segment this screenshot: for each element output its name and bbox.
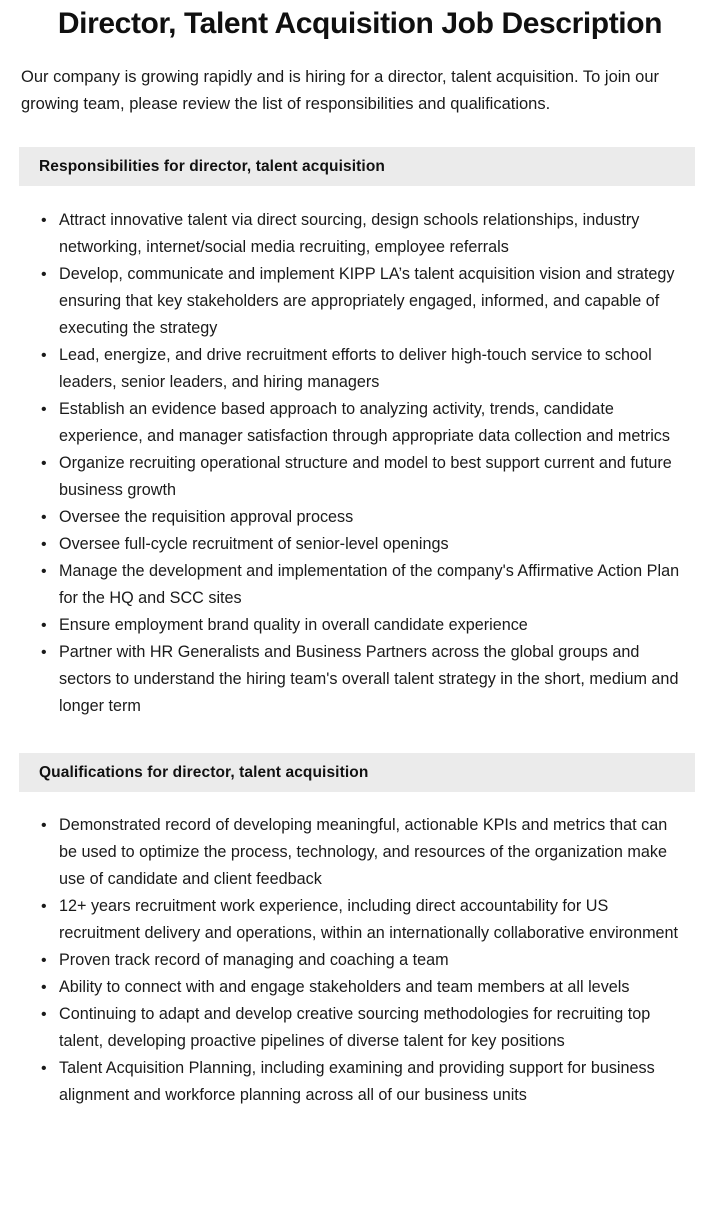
list-item (0, 1001, 720, 1055)
list-item-text: Lead, energize, and drive recruitment efforts to deliver high-touch service to school leaders, senior leaders, and hiring managers (59, 346, 652, 391)
list-item (0, 893, 720, 947)
list-item (0, 342, 720, 396)
list-item-text: Organize recruiting operational structure and model to best support current and future business growth (59, 454, 672, 499)
list-item (0, 558, 720, 612)
bullet-icon: • (41, 563, 47, 580)
list-item-text: Ability to connect with and engage stakeholders and team members at all levels (59, 978, 630, 996)
bullet-icon: • (41, 898, 47, 915)
list-item-text: Demonstrated record of developing meaningful, actionable KPIs and metrics that can be used to optimize the process, technology, and resources of the organization make use of candidate and client feedback (59, 816, 668, 888)
bullet-icon: • (41, 952, 47, 969)
bottom-spacer (0, 1109, 720, 1133)
list-item (0, 450, 720, 504)
spacer-between-sections (0, 720, 720, 753)
list-item (0, 639, 720, 720)
list-item (0, 812, 720, 893)
qualifications-list (0, 792, 720, 1109)
bullet-icon: • (41, 266, 47, 283)
list-item-text: Proven track record of managing and coaching a team (59, 951, 449, 969)
section-header-qualifications: Qualifications for director, talent acquisition (19, 753, 695, 792)
list-item (0, 947, 720, 974)
bullet-icon: • (41, 1006, 47, 1023)
list-item-text: Manage the development and implementation of the company's Affirmative Action Plan for the HQ and SCC sites (59, 562, 680, 607)
intro-paragraph: Our company is growing rapidly and is hiring for a director, talent acquisition. To join our growing team, please review the list of responsibilities and qualifications. (21, 68, 660, 113)
list-item-text: Establish an evidence based approach to analyzing activity, trends, candidate experience, and manager satisfaction through appropriate data collection and metrics (59, 400, 670, 445)
list-item (0, 207, 720, 261)
bullet-icon: • (41, 644, 47, 661)
bullet-icon: • (41, 347, 47, 364)
list-item-text: Continuing to adapt and develop creative sourcing methodologies for recruiting top talent, developing proactive pipelines of diverse talent for key positions (59, 1005, 651, 1050)
bullet-icon: • (41, 979, 47, 996)
list-item (0, 261, 720, 342)
spacer-before-responsibilities (0, 118, 720, 147)
list-item (0, 531, 720, 558)
list-item (0, 396, 720, 450)
bullet-icon: • (41, 1060, 47, 1077)
bullet-icon: • (41, 617, 47, 634)
bullet-icon: • (41, 401, 47, 418)
list-item-text: Develop, communicate and implement KIPP LA’s talent acquisition vision and strategy ensuring that key stakeholders are appropriately engaged, informed, and capable of executing the strategy (59, 265, 675, 337)
list-item-text: Ensure employment brand quality in overall candidate experience (59, 616, 528, 634)
list-item (0, 974, 720, 1001)
list-item-text: Partner with HR Generalists and Business Partners across the global groups and sectors to understand the hiring team's overall talent strategy in the short, medium and longer term (59, 643, 679, 715)
bullet-icon: • (41, 817, 47, 834)
list-item (0, 1055, 720, 1109)
bullet-icon: • (41, 536, 47, 553)
list-item-text: Talent Acquisition Planning, including examining and providing support for business alignment and workforce planning across all of our business units (59, 1059, 655, 1104)
list-item-text: Attract innovative talent via direct sourcing, design schools relationships, industry networking, internet/social media recruiting, employee referrals (59, 211, 640, 256)
list-item-text: Oversee full-cycle recruitment of senior-level openings (59, 535, 449, 553)
bullet-icon: • (41, 455, 47, 472)
responsibilities-list (0, 186, 720, 720)
bullet-icon: • (41, 509, 47, 526)
list-item (0, 504, 720, 531)
list-item-text: Oversee the requisition approval process (59, 508, 354, 526)
list-item-text: 12+ years recruitment work experience, including direct accountability for US recruitment delivery and operations, within an internationally collaborative environment (59, 897, 679, 942)
page-title: Director, Talent Acquisition Job Description (57, 7, 663, 40)
section-qualifications (0, 753, 720, 1109)
list-item (0, 612, 720, 639)
section-responsibilities (0, 147, 720, 720)
section-header-responsibilities: Responsibilities for director, talent acquisition (19, 147, 695, 186)
bullet-icon: • (41, 212, 47, 229)
